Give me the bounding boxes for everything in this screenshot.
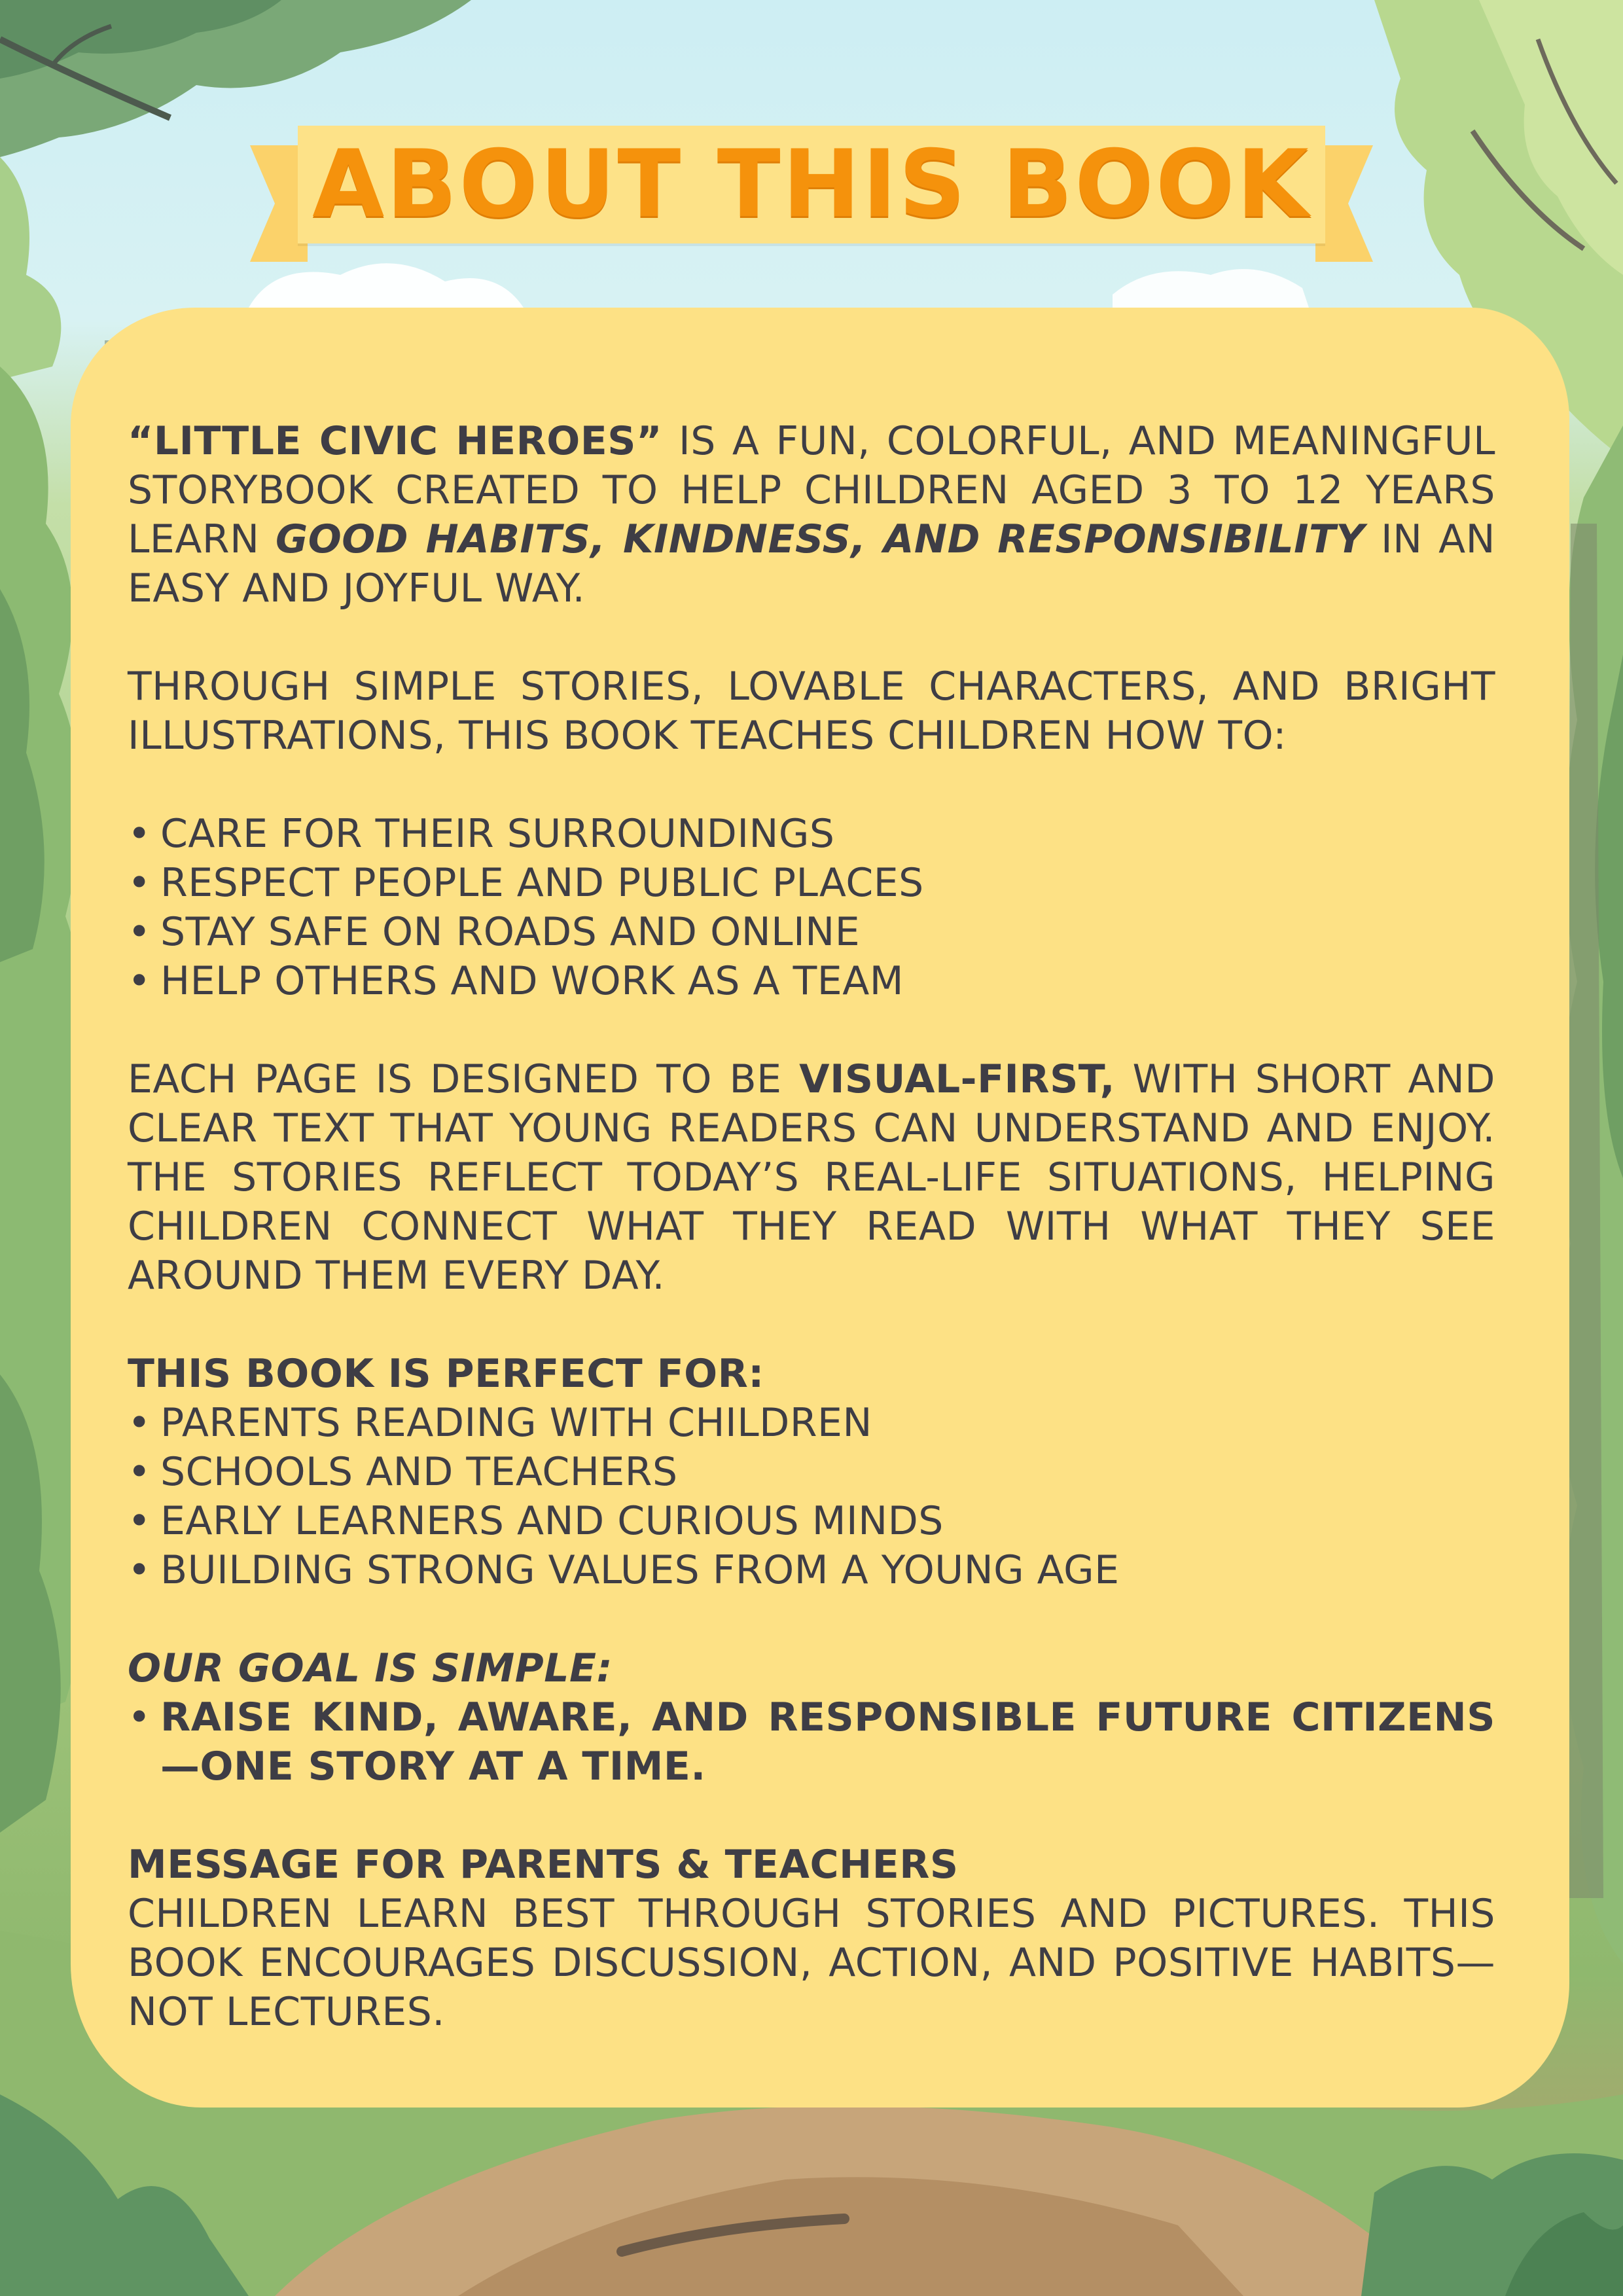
teaches-lead: THROUGH SIMPLE STORIES, LOVABLE CHARACTERS, AND BRIGHT ILLUSTRATIONS, THIS BOOK TEACHES CHILDREN HOW TO: [128, 664, 1495, 759]
list-item: • EARLY LEARNERS AND CURIOUS MINDS [128, 1497, 1495, 1546]
design-text-2: WITH SHORT AND CLEAR TEXT THAT YOUNG READERS CAN UNDERSTAND AND ENJOY. THE STORIES REFLECT TODAY’S REAL-LIFE SITUATIONS, HELPING CHILDREN CONNECT WHAT THEY READ WITH WHAT THEY SEE AROUND THEM EVERY DAY. [128, 1056, 1495, 1299]
list-item: • CARE FOR THEIR SURROUNDINGS [128, 810, 1495, 859]
content-body [128, 417, 1495, 2037]
goal-item: • RAISE KIND, AWARE, AND RESPONSIBLE FUTURE CITIZENS—ONE STORY AT A TIME. [128, 1693, 1495, 1791]
list-item: • BUILDING STRONG VALUES FROM A YOUNG AGE [128, 1546, 1495, 1595]
message-text: CHILDREN LEARN BEST THROUGH STORIES AND PICTURES. THIS BOOK ENCOURAGES DISCUSSION, ACTION, AND POSITIVE HABITS—NOT LECTURES. [128, 1891, 1495, 2035]
design-text-1: EACH PAGE IS DESIGNED TO BE [128, 1056, 800, 1102]
design-paragraph [128, 1055, 1495, 1300]
design-emphasis: VISUAL-FIRST, [799, 1056, 1115, 1102]
intro-text-2: IN AN EASY AND JOYFUL WAY. [128, 516, 1495, 611]
title-banner [298, 126, 1325, 243]
page-title: ABOUT THIS BOOK [312, 130, 1311, 238]
list-item: • RESPECT PEOPLE AND PUBLIC PLACES [128, 859, 1495, 908]
book-title-quote: “LITTLE CIVIC HEROES” [128, 418, 662, 464]
list-item: • SCHOOLS AND TEACHERS [128, 1448, 1495, 1497]
perfect-for-heading: THIS BOOK IS PERFECT FOR: [128, 1351, 764, 1397]
list-item: • HELP OTHERS AND WORK AS A TEAM [128, 957, 1495, 1006]
intro-text-1: IS A FUN, COLORFUL, AND MEANINGFUL STORYBOOK CREATED TO HELP CHILDREN AGED 3 TO 12 YEARS LEARN [128, 418, 1495, 562]
goal-heading: OUR GOAL IS SIMPLE: [128, 1645, 613, 1691]
intro-emphasis: GOOD HABITS, KINDNESS, AND RESPONSIBILITY [276, 516, 1365, 562]
intro-paragraph [128, 417, 1495, 613]
list-item: • PARENTS READING WITH CHILDREN [128, 1399, 1495, 1448]
goal-list [128, 1693, 1495, 1791]
list-item: • STAY SAFE ON ROADS AND ONLINE [128, 908, 1495, 957]
perfect-for-list [128, 1399, 1495, 1595]
teaches-list [128, 810, 1495, 1006]
message-heading: MESSAGE FOR PARENTS & TEACHERS [128, 1842, 959, 1888]
